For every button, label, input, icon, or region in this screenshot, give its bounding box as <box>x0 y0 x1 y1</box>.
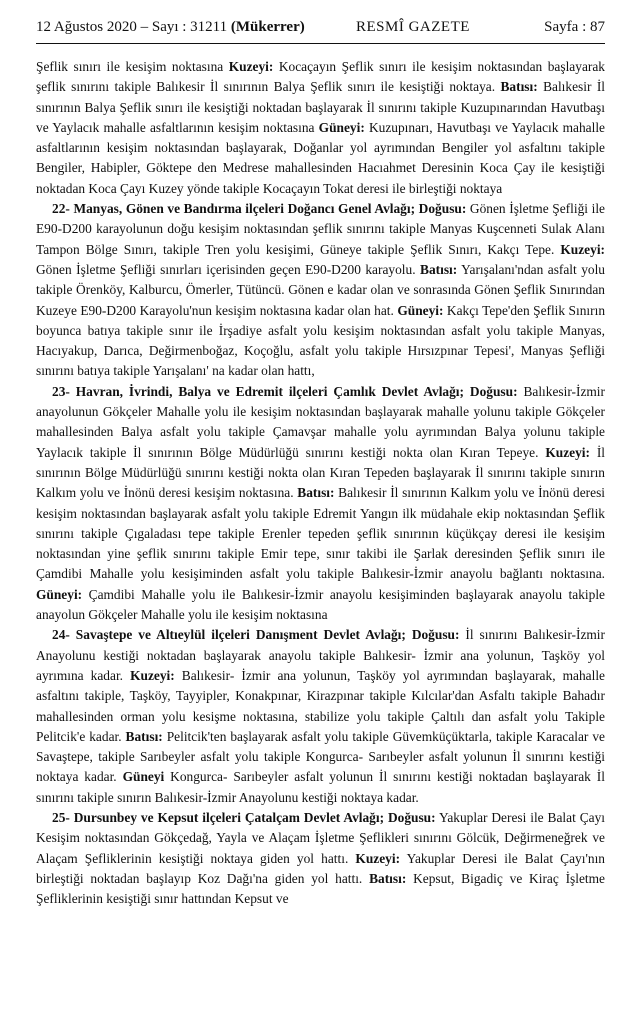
page-number: Sayfa : 87 <box>544 19 605 35</box>
paragraph-text: Balıkesir İl sınırının Balya Şeflik sınırı ile kesiştiği noktadan başlayarak İl sınırını takiple Kuzupınarından Havutbaşı ve Yaylacık mahalle asfaltlarının kesişim noktasına <box>36 79 605 135</box>
bold-heading: Batısı: <box>125 728 163 744</box>
bold-heading: Batısı: <box>369 870 407 886</box>
bold-heading: 22- Manyas, Gönen ve Bandırma ilçeleri Doğancı Genel Avlağı; Doğusu: <box>52 201 467 217</box>
bold-heading: Kuzeyi: <box>355 850 401 866</box>
paragraph-text: Kongurca- Sarıbeyler asfalt yolunun İl sınırını kestiği noktadan başlayarak İl sınırını takiple sınırın Balıkesir-İzmir Anayolunu kestiği noktaya kadar. <box>36 769 605 805</box>
paragraph-text: Yarışalanı'ndan asfalt yolu takiple Örenköy, Kalburcu, Ömerler, Tütüncü. Gönen e kadar olan ve sonrasında Gönen Şeflik Sınırından Kuzeye E90-D200 Karayolu'nun kesişim noktasına kadar olan hat. <box>36 261 605 318</box>
paragraph-text: İl sınırını Balıkesir-İzmir Anayolunu kestiği noktadan başlayarak anayolu takiple Balıkesir- İzmir ana yolunun, Taşköy yol ayrımına kadar. <box>36 627 605 683</box>
header-rule <box>36 43 605 44</box>
bold-heading: Batısı: <box>420 261 458 277</box>
mukerrer-label: (Mükerrer) <box>230 19 305 35</box>
page-header <box>36 16 605 38</box>
bold-heading: 23- Havran, İvrindi, Balya ve Edremit ilçeleri Çamlık Devlet Avlağı; Doğusu: <box>52 383 518 399</box>
bold-heading: Batısı: <box>500 79 538 95</box>
bold-heading: Güneyi: <box>397 302 444 318</box>
paragraph <box>36 57 605 199</box>
issue-info <box>36 16 305 38</box>
paragraph <box>36 808 605 909</box>
paragraph-text: Balıkesir-İzmir anayolunun Gökçeler Mahalle yolu ile kesişim noktasından başlayarak mahalle yolunu takiple Gökçeler mahallesinden Balya asfalt yolu takiple Çamavşar mahalle yolu ayrımından Balya yolunu takiple Yaylacık takiple İl sınırının Bölge Müdürlüğü sınırını kestiği nokta olan Kıran Tepeye. <box>36 383 605 460</box>
paragraph-text: Kuzupınarı, Havutbaşı ve Yaylacık mahalle asfaltlarının kesişim noktasından başlayarak, Doğanlar yol ayrımından Bengiler yol asfaltını takiple Bengiler, Habipler, Göktepe den Medrese mahallesinden Hacıahmet Deresinin Koca Çay ile kesiştiği noktadan Koca Çayı Kuzey yönde takiple Kocaçayın Tokat deresi ile birleştiği noktaya <box>36 119 605 196</box>
bold-heading: Güneyi: <box>36 586 83 602</box>
bold-heading: Kuzeyi: <box>130 667 175 683</box>
bold-heading: Kuzeyi: <box>560 241 605 257</box>
paragraph-text: Balıkesir İl sınırının Kalkım yolu ve İnönü deresi kesişim noktasından başlayarak asfalt yolu takiple Edremit Yangın ilk müdahale ekip noktasından Şeflik sınırını takiple Çıgaladası tepe takiple Erenler tepeden şeflik sınırının küçükçay deresi ile kesişim noktasından yine şeflik sınırını takiple Emir tepe, sınır takibi ile Şarlak deresinden Şeflik sınırı ile Çamdibi Mahalle yolu kesişiminden asfalt yolu takiple Balıkesir-İzmir anayolu bağlantı noktasına. <box>36 485 605 582</box>
bold-heading: 24- Savaştepe ve Altıeylül ilçeleri Danışment Devlet Avlağı; Doğusu: <box>52 627 460 643</box>
document-body <box>36 57 605 909</box>
gazette-title: RESMÎ GAZETE <box>356 19 470 35</box>
date-issue: 12 Ağustos 2020 – Sayı : 31211 <box>36 19 228 35</box>
bold-heading: Güneyi: <box>318 119 365 135</box>
paragraph-text: Kepsut, Bigadiç ve Kiraç İşletme Şefliklerinin kesiştiği sınır hattından Kepsut ve <box>36 870 605 907</box>
paragraph-text: Balıkesir- İzmir ana yolunun, Taşköy yol ayrımından başlayarak, mahalle asfaltını takiple, Taşköy, Tayyipler, Konakpınar, Kirazpınar takiple Kılcılar'dan Asfaltı takiple Bahadır mahallesinden orman yolu kesişme noktasına, stabilize yolu takiple Çaltılı dan asfalt yolu Takiple Pelitcik'e kadar. <box>36 667 605 744</box>
bold-heading: Kuzeyi: <box>545 444 590 460</box>
paragraph-text: Kocaçayın Şeflik sınırı ile kesişim noktasından başlayarak şeflik sınırını takiple Balıkesir İl sınırının Balya Şeflik sınırı ile kesiştiği noktaya. <box>36 59 605 95</box>
paragraph-text: Gönen İşletme Şefliği sınırları içerisinden geçen E90-D200 karayolu. <box>36 261 421 277</box>
bold-heading: Kuzeyi: <box>228 59 274 74</box>
paragraph-text: Gönen İşletme Şefliği ile E90-D200 karayolunun doğu kesişim noktasından şeflik sınırını takiple Manyas Kuşcenneti Sulak Alanı Tampon Bölge Sınırı, takiple Tren yolu kesişimi, Güneye takiple Şeflik Sınırı, Kakçı Tepe. <box>36 201 605 257</box>
paragraph-text: Şeflik sınırı ile kesişim noktasına <box>36 59 229 74</box>
paragraph-text: Kakçı Tepe'den Şeflik Sınırın boyunca batıya takiple sınır ile İrşadiye asfalt yolu kesişim noktasından asfalt yolu takiple Manyas, Hacıyakup, Darıca, Değirmenboğaz, Koçoğlu, asfalt yolu takiple Hırsızpınar Tepesi', Manyas Şefliği sınırını batıya takiple Yarışalanı' na kadar olan hattı, <box>36 302 606 379</box>
bold-heading: Güneyi <box>122 769 165 785</box>
bold-heading: Batısı: <box>297 485 335 501</box>
paragraph-text: Yakuplar Deresi ile Balat Çayı'nın birleştiği noktadan başlayıp Koz Dağı'na giden yol hattı. <box>36 850 605 886</box>
paragraph <box>36 199 605 382</box>
bold-heading: 25- Dursunbey ve Kepsut ilçeleri Çatalçam Devlet Avlağı; Doğusu: <box>52 809 436 825</box>
paragraph-text: Pelitcik'ten başlayarak asfalt yolu takiple Güvemküçüktarla, takiple Karacalar ve Savaştepe, takiple Sarıbeyler asfalt yolu takiple Kongurca- Sarıbeyler asfalt yolunun İl sınırını kestiği noktaya kadar. <box>36 728 605 785</box>
paragraph <box>36 382 605 626</box>
paragraph-text: Yakuplar Deresi ile Balat Çayı Kesişim noktasından Gökçedağ, Yayla ve Alaçam İşletme Şeflikleri sınırını Gölcük, Değirmeneğrek ve Alaçam Şefliklerinin kesiştiği noktaya giden yol hattı. <box>36 809 605 866</box>
paragraph-text: Çamdibi Mahalle yolu ile Balıkesir-İzmir anayolu kesişiminden başlayarak anayolu takiple anayolun Gökçeler Mahalle yolu ile kesişim noktasına <box>36 586 605 623</box>
paragraph-text: İl sınırının Bölge Müdürlüğü sınırını kestiği nokta olan Kıran Tepeden başlayarak İl sınırını takiple sınırın Kalkım yolu ve İnönü deresi kesişim noktasına. <box>36 444 605 501</box>
paragraph <box>36 625 605 808</box>
